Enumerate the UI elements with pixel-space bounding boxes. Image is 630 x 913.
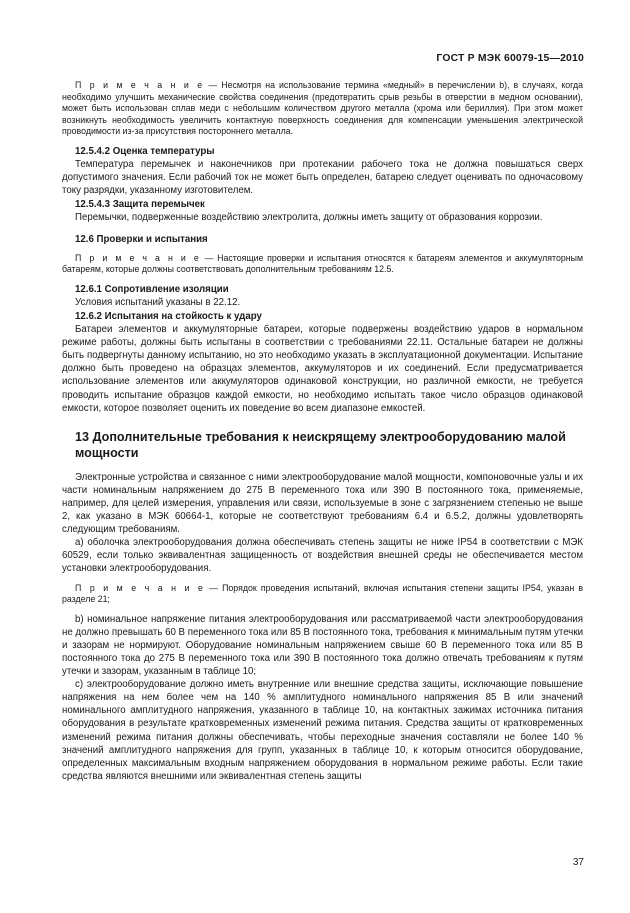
list-item-a: а) оболочка электрооборудования должна обеспечивать степень защиты не ниже IP54 в соответствии с МЭК 60529, если только эквивалентная защищенность от воздействия внешней среды не обеспечивается местом установки электрооборудования. [62, 537, 583, 575]
note-label: П р и м е ч а н и е [75, 582, 206, 593]
section-heading-13: 13 Дополнительные требования к неискрящему электрооборудованию малой мощности [75, 429, 566, 460]
section-heading-12-5-4-2: 12.5.4.2 Оценка температуры [75, 145, 215, 157]
section-heading-12-6-2: 12.6.2 Испытания на стойкость к удару [75, 311, 262, 322]
note-label: П р и м е ч а н и е [75, 80, 205, 90]
body-paragraph: Электронные устройства и связанное с ними электрооборудование малой мощности, компоновочные узлы и их части номинальным напряжением до 275 В переменного тока или 390 В постоянного тока, применяемые, например, для целей измерения, управления или связи, используемые в зоне с загрязнением степенью не выше 2, как указано в МЭК 60664-1, которые не соответствуют требованиям 6.4 и 6.5.2, должны удовлетворять следующим требованиям. [62, 471, 583, 536]
note-text: — Настоящие проверки и испытания относятся к батареям элементов и аккумуляторным батареям, которые должны соответствовать дополнительным требованиям 12.5. [62, 252, 583, 275]
standard-header: ГОСТ Р МЭК 60079-15—2010 [436, 53, 584, 64]
note-text: — Несмотря на использование термина «медный» в перечислении b), в случаях, когда необходимо улучшить механические свойства соединения (предотвратить срыв резьбы в отверстии в медном основании), может быть использован сплав меди с небольшим количеством другого металла (хрома или бериллия). При этом может возникнуть необходимость увеличить контактную поверхность соединения для компенсации уменьшения электрической проводимости из-за присутствия постороннего металла. [62, 80, 583, 137]
section-heading-12-6: 12.6 Проверки и испытания [75, 233, 208, 245]
list-item-c: с) электрооборудование должно иметь внутренние или внешние средства защиты, исключающие повышение напряжения на нем более чем на 140 % амплитудного номинального напряжения 85 В или значений номинального амплитудного напряжения, указанного в таблице 10, на контактных зажимах источника питания оборудования в результате кратковременных изменений режима питания. Средства защиты от кратковременных изменений режима питания должны обеспечивать, чтобы переходные значения составляли не более 140 % значений амплитудного напряжения для групп, указанных в таблице 10, к которым относится оборудование, определенных максимальным входным напряжением оборудования в нормальном режиме работы. Если такие средства являются внешними или эквивалентная степень защиты [62, 679, 583, 782]
note-text: — Порядок проведения испытаний, включая испытания степени защиты IP54, указан в разделе 21; [62, 582, 583, 605]
note-label: П р и м е ч а н и е [75, 252, 202, 263]
section-heading-12-5-4-3: 12.5.4.3 Защита перемычек [75, 199, 205, 211]
document-body [62, 80, 583, 783]
note-paragraph [62, 253, 583, 276]
note-paragraph [62, 583, 583, 606]
page-number: 37 [572, 857, 584, 868]
list-item-b: b) номинальное напряжение питания электрооборудования или рассматриваемой части электрооборудования не должно превышать 60 В переменного тока или 85 В постоянного тока, требования к минимальным путям утечки и зазорам не нормируют. Оборудование номинальным напряжением свыше 60 В переменного тока или 85 В постоянного тока до 275 В переменного тока или 390 В постоянного тока должно отвечать требованиям к путям утечки и зазорам, указанным в таблице 10; [62, 613, 583, 678]
body-paragraph: Перемычки, подверженные воздействию электролита, должны иметь защиту от образования коррозии. [75, 212, 543, 224]
section-heading-12-6-1: 12.6.1 Сопротивление изоляции [75, 283, 229, 295]
body-paragraph: Условия испытаний указаны в 22.12. [75, 296, 241, 308]
body-paragraph: Температура перемычек и наконечников при протекании рабочего тока не должна повышаться сверх допустимого значения. Если рабочий ток не может быть определен, батарею следует оценивать по одночасовому току разрядки, указанному изготовителем. [62, 159, 583, 197]
body-paragraph: Батареи элементов и аккумуляторные батареи, которые подвержены воздействию ударов в нормальном режиме работы, должны быть испытаны в соответствии с требованиями 22.11. Остальные батареи не должны быть подвергнуты данному испытанию, но это необходимо указать в эксплуатационной документации. Испытание должно быть проведено на образцах элементов, аккумуляторов и их соединений. Если предусматривается использование элементов или аккумуляторов одинаковой конструкции, но различной емкости, не требуется проводить испытание образцов каждой емкости, но необходимо испытать такое число образцов одинаковой емкости, которое позволяет оценить их поведение во всем диапазоне емкостей. [62, 324, 583, 414]
note-paragraph [62, 80, 583, 138]
